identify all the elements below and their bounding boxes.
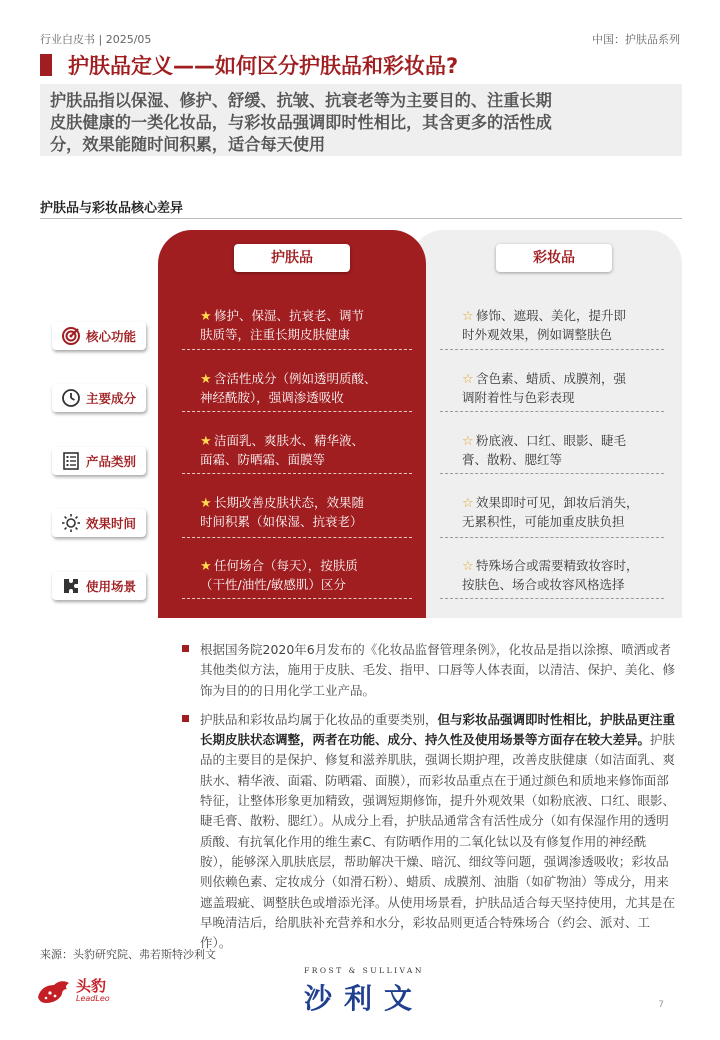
skincare-usage-cell <box>200 557 414 594</box>
page-number: 7 <box>658 1000 664 1010</box>
comparison-section-title: 护肤品与彩妆品核心差异 <box>40 201 184 216</box>
title-accent-bar <box>40 54 52 76</box>
row-label-usage-scenario <box>52 572 146 600</box>
row-divider <box>440 411 664 412</box>
bullet-square-icon <box>182 715 189 722</box>
bullet-regulation <box>182 640 676 701</box>
cell-text: 含活性成分（例如透明质酸、 <box>214 371 377 386</box>
summary-line-1: 护肤品指以保湿、修护、舒缓、抗皱、抗衰老等为主要目的、注重长期 <box>50 91 552 110</box>
row-label-main-ingredients <box>52 384 146 412</box>
makeup-column-header: 彩妆品 <box>496 244 612 272</box>
leadleo-logo-en: LeadLeo <box>76 994 110 1003</box>
row-label-product-category <box>52 447 146 475</box>
star-icon: ★ <box>200 496 212 511</box>
cell-text: 膏、散粉、腮红等 <box>462 452 563 467</box>
sun-icon <box>60 512 82 534</box>
cell-text: 按肤色、场合或妆容风格选择 <box>462 577 625 592</box>
makeup-effect-time-cell <box>462 494 672 531</box>
star-icon: ☆ <box>462 434 474 449</box>
row-label-core-function <box>52 322 146 350</box>
skincare-core-function-cell <box>200 307 414 344</box>
row-label-text: 效果时间 <box>86 516 137 531</box>
row-label-effect-time <box>52 509 146 537</box>
frost-sullivan-logo-cn: 沙利文 <box>303 982 424 1015</box>
row-divider <box>440 537 664 538</box>
bullet-text: 根据国务院2020年6月发布的《化妆品监督管理条例》，化妆品是指以涂擦、喷洒或者其他类似方法，施用于皮肤、毛发、指甲、口唇等人体表面，以清洁、保护、美化、修饰为目的的日用化学工业产品。 <box>200 642 676 698</box>
star-icon: ★ <box>200 559 212 574</box>
cell-text: 特殊场合或需要精致妆容时， <box>476 558 639 573</box>
leopard-icon <box>36 977 72 1007</box>
row-divider <box>182 537 412 538</box>
row-label-text: 主要成分 <box>86 391 137 406</box>
cell-text: 修护、保湿、抗衰老、调节 <box>214 308 365 323</box>
star-icon: ☆ <box>462 559 474 574</box>
cell-text: 效果即时可见，卸妆后消失， <box>476 495 639 510</box>
makeup-ingredients-cell <box>462 370 672 407</box>
header-left-text: 行业白皮书 | 2025/05 <box>40 33 152 46</box>
cell-text: （干性/油性/敏感肌）区分 <box>200 577 346 592</box>
bullet-bold-text: 但与彩妆品强调即时性相比，护肤品更注重长期皮肤状态调整，两者在功能、成分、持久性及使用场景等方面存在较大差异。 <box>200 711 676 748</box>
star-icon: ★ <box>200 372 212 387</box>
cell-text: 神经酰胺），强调渗透吸收 <box>200 390 344 405</box>
row-divider <box>440 349 664 350</box>
row-divider <box>440 473 664 474</box>
cell-text: 肤质等，注重长期皮肤健康 <box>200 327 351 342</box>
cell-text: 时外观效果，例如调整肤色 <box>462 327 613 342</box>
puzzle-icon <box>60 575 82 597</box>
star-icon: ☆ <box>462 309 474 324</box>
row-divider <box>182 473 412 474</box>
star-icon: ★ <box>200 309 212 324</box>
leadleo-logo-cn: 头豹 <box>76 977 107 995</box>
target-icon <box>60 325 82 347</box>
section-divider <box>40 218 682 219</box>
frost-sullivan-logo-en: FROST & SULLIVAN <box>304 966 424 975</box>
cell-text: 时间积累（如保湿、抗衰老） <box>200 514 363 529</box>
bullet-differences <box>182 710 676 954</box>
header-right-text: 中国：护肤品系列 <box>592 33 680 46</box>
cell-text: 洁面乳、爽肤水、精华液、 <box>214 433 365 448</box>
page-title: 护肤品定义——如何区分护肤品和彩妆品? <box>68 54 459 78</box>
row-divider <box>182 349 412 350</box>
bullet-text: 护肤品的主要目的是保护、修复和滋养肌肤，强调长期护理，改善皮肤健康（如洁面乳、爽肤水、精华液、面霜、防晒霜、面膜），而彩妆品重点在于通过颜色和质地来修饰面部特征，让整体形象更加精致，强调短期修饰，提升外观效果（如粉底液、口红、眼影、睫毛膏、散粉、腮红）。从成分上看，护肤品通常含有活性成分（如有保湿作用的透明质酸、有抗氧化作用的维生素C、有防晒作用的二氧化钛以及有修复作用的神经酰胺），能够深入肌肤底层，帮助解决干燥、暗沉、细纹等问题，强调渗透吸收；彩妆品则依赖色素、定妆成分（如滑石粉）、蜡质、成膜剂、油脂（如矿物油）等成分，用来遮盖瑕疵、调整肤色或增添光泽。从使用场景看，护肤品适合每天坚持使用，尤其是在早晚清洁后，给肌肤补充营养和水分，彩妆品则更适合特殊场合（约会、派对、工作）。 <box>200 732 676 951</box>
cell-text: 调附着性与色彩表现 <box>462 390 575 405</box>
bullet-square-icon <box>182 645 189 652</box>
bullet-text: 护肤品和彩妆品均属于化妆品的重要类别， <box>200 711 438 727</box>
skincare-ingredients-cell <box>200 370 414 407</box>
summary-box <box>40 84 682 156</box>
cell-text: 修饰、遮瑕、美化，提升即 <box>476 308 627 323</box>
makeup-usage-cell <box>462 557 672 594</box>
cell-text: 面霜、防晒霜、面膜等 <box>200 452 326 467</box>
skincare-column-header: 护肤品 <box>234 244 350 272</box>
cell-text: 任何场合（每天），按肤质 <box>214 558 358 573</box>
row-divider <box>440 598 664 599</box>
cell-text: 含色素、蜡质、成膜剂，强 <box>476 371 627 386</box>
star-icon: ☆ <box>462 372 474 387</box>
star-icon: ☆ <box>462 496 474 511</box>
makeup-core-function-cell <box>462 307 672 344</box>
skincare-effect-time-cell <box>200 494 414 531</box>
summary-line-3: 分，效果能随时间积累，适合每天使用 <box>50 135 326 154</box>
row-label-text: 使用场景 <box>86 579 137 594</box>
body-bullets <box>182 640 676 962</box>
list-icon <box>60 450 82 472</box>
star-icon: ★ <box>200 434 212 449</box>
leadleo-logo <box>36 975 116 1009</box>
cell-text: 粉底液、口红、眼影、睫毛 <box>476 433 627 448</box>
makeup-category-cell <box>462 432 672 469</box>
summary-line-2: 皮肤健康的一类化妆品，与彩妆品强调即时性相比，其含更多的活性成 <box>50 113 552 132</box>
row-divider <box>182 411 412 412</box>
cell-text: 长期改善皮肤状态，效果随 <box>214 495 365 510</box>
skincare-category-cell <box>200 432 414 469</box>
row-label-text: 产品类别 <box>86 454 137 469</box>
clock-icon <box>60 387 82 409</box>
row-label-text: 核心功能 <box>86 329 137 344</box>
cell-text: 无累积性，可能加重皮肤负担 <box>462 514 625 529</box>
source-note: 来源：头豹研究院、弗若斯特沙利文 <box>40 948 216 961</box>
row-divider <box>182 598 412 599</box>
